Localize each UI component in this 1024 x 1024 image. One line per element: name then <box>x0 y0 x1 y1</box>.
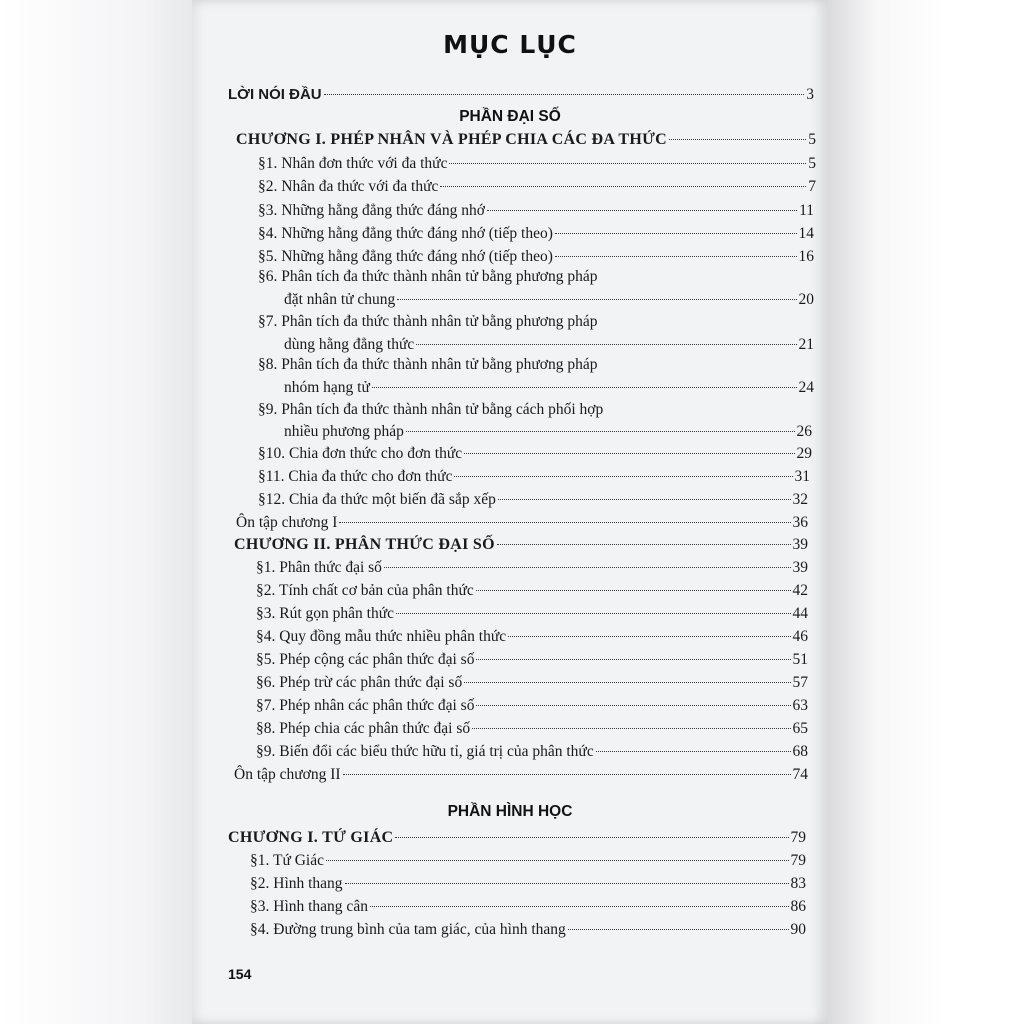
toc-item-title: §1. Tứ Giác <box>250 852 324 869</box>
dot-leader <box>370 906 789 907</box>
toc-item-page: 26 <box>796 423 812 440</box>
toc-item-title: §2. Hình thang <box>250 875 343 892</box>
dot-leader <box>324 94 805 95</box>
toc-entry-intro <box>228 86 814 108</box>
toc-item-page: 5 <box>808 155 816 172</box>
toc-item-title: §1. Phân thức đại số <box>256 559 382 576</box>
toc-item-page: 86 <box>790 898 806 915</box>
dot-leader <box>395 837 788 838</box>
toc-item-page: 14 <box>798 225 814 242</box>
toc-item-page: 83 <box>790 875 806 892</box>
toc-item-page: 11 <box>799 202 814 219</box>
toc-item <box>256 559 808 581</box>
toc-item <box>284 423 812 445</box>
toc-item-page: 63 <box>792 697 808 714</box>
toc-item-page: 46 <box>792 628 808 645</box>
toc-item-title: §8. Phép chia các phân thức đại số <box>256 720 471 737</box>
dot-leader <box>384 567 791 568</box>
toc-item-title: §3. Hình thang cân <box>250 898 368 915</box>
toc-item-page: 39 <box>792 559 808 576</box>
toc-review-page: 36 <box>792 514 808 531</box>
dot-leader <box>339 522 790 523</box>
dot-leader <box>669 139 806 140</box>
dot-leader <box>397 299 796 300</box>
toc-item <box>256 582 808 604</box>
toc-review-2 <box>234 766 808 788</box>
dot-leader <box>472 728 790 729</box>
toc-item-page: 7 <box>808 178 816 195</box>
toc-chapter-1 <box>236 131 816 153</box>
toc-chapter-page: 5 <box>808 131 816 148</box>
dot-leader <box>476 659 790 660</box>
toc-item <box>258 178 816 200</box>
toc-item-page: 31 <box>794 468 810 485</box>
toc-item <box>284 379 814 401</box>
page-title: MỤC LỤC <box>443 30 577 59</box>
toc-item-title: §4. Những hằng đẳng thức đáng nhớ (tiếp theo) <box>258 225 553 242</box>
toc-item-page: 24 <box>798 379 814 396</box>
toc-item <box>256 697 808 719</box>
dot-leader <box>487 210 797 211</box>
toc-item-continuation: nhiều phương pháp <box>284 423 404 440</box>
dot-leader <box>476 705 790 706</box>
dot-leader <box>555 233 797 234</box>
toc-item-title: §1. Nhân đơn thức với đa thức <box>258 155 448 172</box>
toc-item <box>258 491 808 513</box>
toc-item-page: 42 <box>792 582 808 599</box>
toc-item-page: 32 <box>792 491 808 508</box>
toc-item-title: §3. Những hằng đẳng thức đáng nhớ <box>258 202 485 219</box>
toc-item <box>256 605 808 627</box>
toc-review-1 <box>236 514 808 536</box>
dot-leader <box>568 929 789 930</box>
dot-leader <box>555 256 797 257</box>
dot-leader <box>440 186 806 187</box>
toc-item-title: §3. Rút gọn phân thức <box>256 605 394 622</box>
toc-item <box>258 225 814 247</box>
scan-background-right <box>826 0 1024 1024</box>
toc-item-continuation: nhóm hạng tử <box>284 379 370 396</box>
dot-leader <box>326 860 789 861</box>
dot-leader <box>464 453 794 454</box>
toc-item <box>258 155 816 177</box>
toc-item <box>284 291 814 313</box>
toc-item-page: 51 <box>792 651 808 668</box>
dot-leader <box>454 476 792 477</box>
toc-item <box>258 468 810 490</box>
toc-item-page: 44 <box>792 605 808 622</box>
toc-item-title: §4. Quy đồng mẫu thức nhiều phân thức <box>256 628 507 645</box>
toc-entry-page: 3 <box>806 86 814 103</box>
toc-item <box>250 875 806 897</box>
toc-chapter-page: 79 <box>790 829 806 846</box>
toc-item-page: 65 <box>792 720 808 737</box>
toc-review-title: Ôn tập chương II <box>234 766 341 783</box>
toc-item-page: 21 <box>798 336 814 353</box>
toc-chapter-title: CHƯƠNG II. PHÂN THỨC ĐẠI SỐ <box>234 536 495 553</box>
toc-chapter-geometry-1 <box>228 829 806 851</box>
toc-review-title: Ôn tập chương I <box>236 514 338 531</box>
toc-item <box>250 898 806 920</box>
toc-item-title: §4. Đường trung bình của tam giác, của hình thang <box>250 921 566 938</box>
toc-chapter-2 <box>234 536 808 558</box>
toc-item-page: 68 <box>792 743 808 760</box>
toc-item-page: 20 <box>798 291 814 308</box>
toc-item-page: 90 <box>790 921 806 938</box>
toc-item <box>256 720 808 742</box>
toc-item-title: §7. Phân tích đa thức thành nhân tử bằng phương pháp <box>258 313 598 330</box>
dot-leader <box>476 590 791 591</box>
toc-item-title: §5. Phép cộng các phân thức đại số <box>256 651 475 668</box>
toc-item <box>250 852 806 874</box>
toc-item <box>284 336 814 358</box>
toc-item <box>256 628 808 650</box>
dot-leader <box>345 883 789 884</box>
dot-leader <box>406 431 795 432</box>
part-heading-geometry: PHẦN HÌNH HỌC <box>447 803 573 820</box>
dot-leader <box>596 751 791 752</box>
toc-item-title: §2. Tính chất cơ bản của phân thức <box>256 582 474 599</box>
dot-leader <box>497 544 791 545</box>
toc-entry-title: LỜI NÓI ĐẦU <box>228 86 322 103</box>
toc-item-title: §9. Biến đổi các biểu thức hữu tỉ, giá trị của phân thức <box>256 743 594 760</box>
toc-item-title: §12. Chia đa thức một biến đã sắp xếp <box>258 491 496 508</box>
toc-item-title: §11. Chia đa thức cho đơn thức <box>258 468 453 485</box>
dot-leader <box>396 613 791 614</box>
dot-leader <box>343 774 791 775</box>
toc-item <box>258 202 814 224</box>
dot-leader <box>508 636 790 637</box>
dot-leader <box>449 163 806 164</box>
toc-item-continuation: đặt nhân tử chung <box>284 291 396 308</box>
toc-item-title: §8. Phân tích đa thức thành nhân tử bằng phương pháp <box>258 356 598 373</box>
toc-chapter-page: 39 <box>792 536 808 553</box>
toc-item-title: §10. Chia đơn thức cho đơn thức <box>258 445 463 462</box>
toc-item-title: §6. Phân tích đa thức thành nhân tử bằng phương pháp <box>258 268 598 285</box>
scan-background-left <box>0 0 200 1024</box>
toc-item <box>258 445 812 467</box>
toc-chapter-title: CHƯƠNG I. TỨ GIÁC <box>228 829 394 846</box>
part-heading-algebra: PHẦN ĐẠI SỐ <box>459 108 561 125</box>
dot-leader <box>372 387 797 388</box>
toc-item <box>250 921 806 943</box>
toc-review-page: 74 <box>792 766 808 783</box>
toc-item-title: §7. Phép nhân các phân thức đại số <box>256 697 475 714</box>
toc-chapter-title: CHƯƠNG I. PHÉP NHÂN VÀ PHÉP CHIA CÁC ĐA THỨC <box>236 131 668 148</box>
dot-leader <box>498 499 791 500</box>
toc-item-title: §5. Những hằng đẳng thức đáng nhớ (tiếp theo) <box>258 248 553 265</box>
toc-item <box>256 651 808 673</box>
toc-item <box>258 248 814 270</box>
dot-leader <box>416 344 796 345</box>
toc-item-page: 29 <box>796 445 812 462</box>
toc-item-page: 16 <box>798 248 814 265</box>
toc-item <box>256 674 808 696</box>
book-page <box>192 0 828 1024</box>
toc-item-title: §6. Phép trừ các phân thức đại số <box>256 674 463 691</box>
page-number: 154 <box>228 966 252 982</box>
toc-item-continuation: dùng hằng đẳng thức <box>284 336 415 353</box>
toc-item-title: §9. Phân tích đa thức thành nhân tử bằng cách phối hợp <box>258 401 604 418</box>
toc-item-title: §2. Nhân đa thức với đa thức <box>258 178 439 195</box>
toc-item-page: 57 <box>792 674 808 691</box>
toc-item-page: 79 <box>790 852 806 869</box>
toc-item <box>256 743 808 765</box>
dot-leader <box>464 682 790 683</box>
